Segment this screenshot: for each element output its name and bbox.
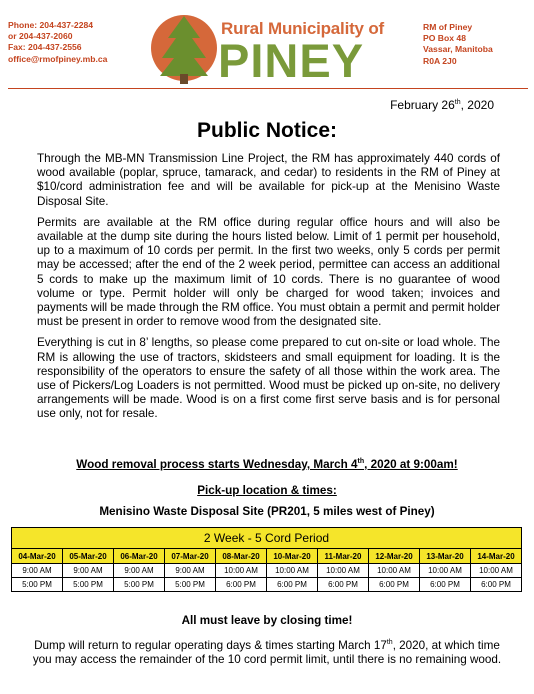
tree-logo-icon (150, 8, 220, 90)
dates-row (12, 549, 522, 564)
address-block (423, 22, 493, 67)
close-times-row (12, 578, 522, 592)
open-times-row (12, 564, 522, 578)
address-line: PO Box 48 (423, 33, 466, 44)
date-text: February 26 (390, 98, 455, 112)
paragraph: Through the MB-MN Transmission Line Project, the RM has approximately 440 cords of wood available (poplar, spruce, tamarack, and cedar) to residents in the RM of Piney at $10/cord administration fee and will be available for pick-up at the Menisino Waste Disposal Site. (37, 152, 500, 208)
phone-line: Phone: 204-437-2284 (8, 20, 94, 30)
date-suffix: th (454, 99, 461, 106)
close-time-cell: 6:00 PM (216, 578, 267, 592)
date-cell: 08-Mar-20 (216, 549, 267, 564)
open-time-cell: 9:00 AM (114, 564, 165, 578)
start-suffix: th (357, 458, 365, 466)
date-year: , 2020 (460, 98, 494, 112)
site-name: Menisino Waste Disposal Site (PR201, 5 miles west of Piney) (99, 505, 435, 518)
open-time-cell: 10:00 AM (471, 564, 522, 578)
page-title: Public Notice: (196, 119, 338, 142)
schedule-table (11, 527, 522, 592)
dump-text: Dump will return to regular operating days & times starting March 17 (34, 638, 387, 652)
header-divider (8, 88, 528, 89)
open-time-cell: 10:00 AM (318, 564, 369, 578)
email-line: office@rmofpiney.mb.ca (8, 53, 108, 64)
phone-alt-line: or 204-437-2060 (8, 31, 73, 42)
date-cell: 07-Mar-20 (165, 549, 216, 564)
period-row (12, 528, 522, 549)
contact-info (8, 20, 107, 65)
close-time-cell: 5:00 PM (63, 578, 114, 592)
close-time-cell: 5:00 PM (12, 578, 63, 592)
fax-line: Fax: 204-437-2556 (8, 42, 82, 53)
close-time-cell: 6:00 PM (420, 578, 471, 592)
address-line: Vassar, Manitoba (423, 44, 493, 55)
notice-date (390, 98, 494, 112)
date-cell: 06-Mar-20 (114, 549, 165, 564)
pickup-heading: Pick-up location & times: (197, 484, 337, 497)
close-time-cell: 6:00 PM (318, 578, 369, 592)
start-announcement (0, 458, 534, 471)
close-time-cell: 6:00 PM (471, 578, 522, 592)
open-time-cell: 10:00 AM (369, 564, 420, 578)
closing-notice: All must leave by closing time! (181, 614, 353, 627)
dump-suffix: th (386, 639, 393, 646)
close-time-cell: 6:00 PM (267, 578, 318, 592)
logo-piney-text: PINEY (218, 34, 365, 87)
open-time-cell: 9:00 AM (165, 564, 216, 578)
paragraph: Everything is cut in 8’ lengths, so please come prepared to cut on-site or load whole. The RM is allowing the use of tractors, skidsteers and small equipment for loading. It is the responsibility of the operators to ensure the safety of all those within the work area. The use of Pickers/Log Loaders is not permitted. Wood must be picked up on-site, no delivery arrangements will be made. Wood is on a first come first serve basis and is for personal use only, not for resale. (37, 336, 500, 421)
close-time-cell: 5:00 PM (114, 578, 165, 592)
logo-rm-text: Rural Municipality of (221, 19, 384, 38)
address-line: R0A 2J0 (423, 55, 457, 66)
open-time-cell: 10:00 AM (420, 564, 471, 578)
date-cell: 10-Mar-20 (267, 549, 318, 564)
address-line: RM of Piney (423, 22, 473, 32)
date-cell: 12-Mar-20 (369, 549, 420, 564)
open-time-cell: 9:00 AM (12, 564, 63, 578)
date-cell: 05-Mar-20 (63, 549, 114, 564)
rm-logo (150, 8, 384, 90)
open-time-cell: 9:00 AM (63, 564, 114, 578)
notice-body (37, 152, 500, 429)
date-cell: 04-Mar-20 (12, 549, 63, 564)
period-header: 2 Week - 5 Cord Period (12, 528, 522, 549)
open-time-cell: 10:00 AM (267, 564, 318, 578)
paragraph: Permits are available at the RM office during regular office hours and will also be available at the dump site during the hours listed below. Limit of 1 permit per household, up to a maximum of 10 cords per permit. In the first two weeks, only 5 cords per permit may be accessed; after the end of the 2 week period, permittee can access an additional 5 cords to make up the maximum limit of 10 cords. There is no guarantee of wood volume or type. Permit holder will only be charged for wood taken; invoices and payments will be made through the RM office. You must obtain a permit and permit holder must be present in order to remove wood from the designated site. (37, 215, 500, 329)
date-cell: 14-Mar-20 (471, 549, 522, 564)
open-time-cell: 10:00 AM (216, 564, 267, 578)
close-time-cell: 5:00 PM (165, 578, 216, 592)
dump-rest: , 2020, at which time you may access the remainder of the 10 cord permit limit, until there is no remaining wood. (32, 638, 502, 667)
date-cell: 13-Mar-20 (420, 549, 471, 564)
start-rest: , 2020 at 9:00am! (364, 458, 458, 471)
date-cell: 11-Mar-20 (318, 549, 369, 564)
dump-notice (30, 636, 504, 667)
start-text: Wood removal process starts Wednesday, March 4 (76, 458, 358, 471)
close-time-cell: 6:00 PM (369, 578, 420, 592)
